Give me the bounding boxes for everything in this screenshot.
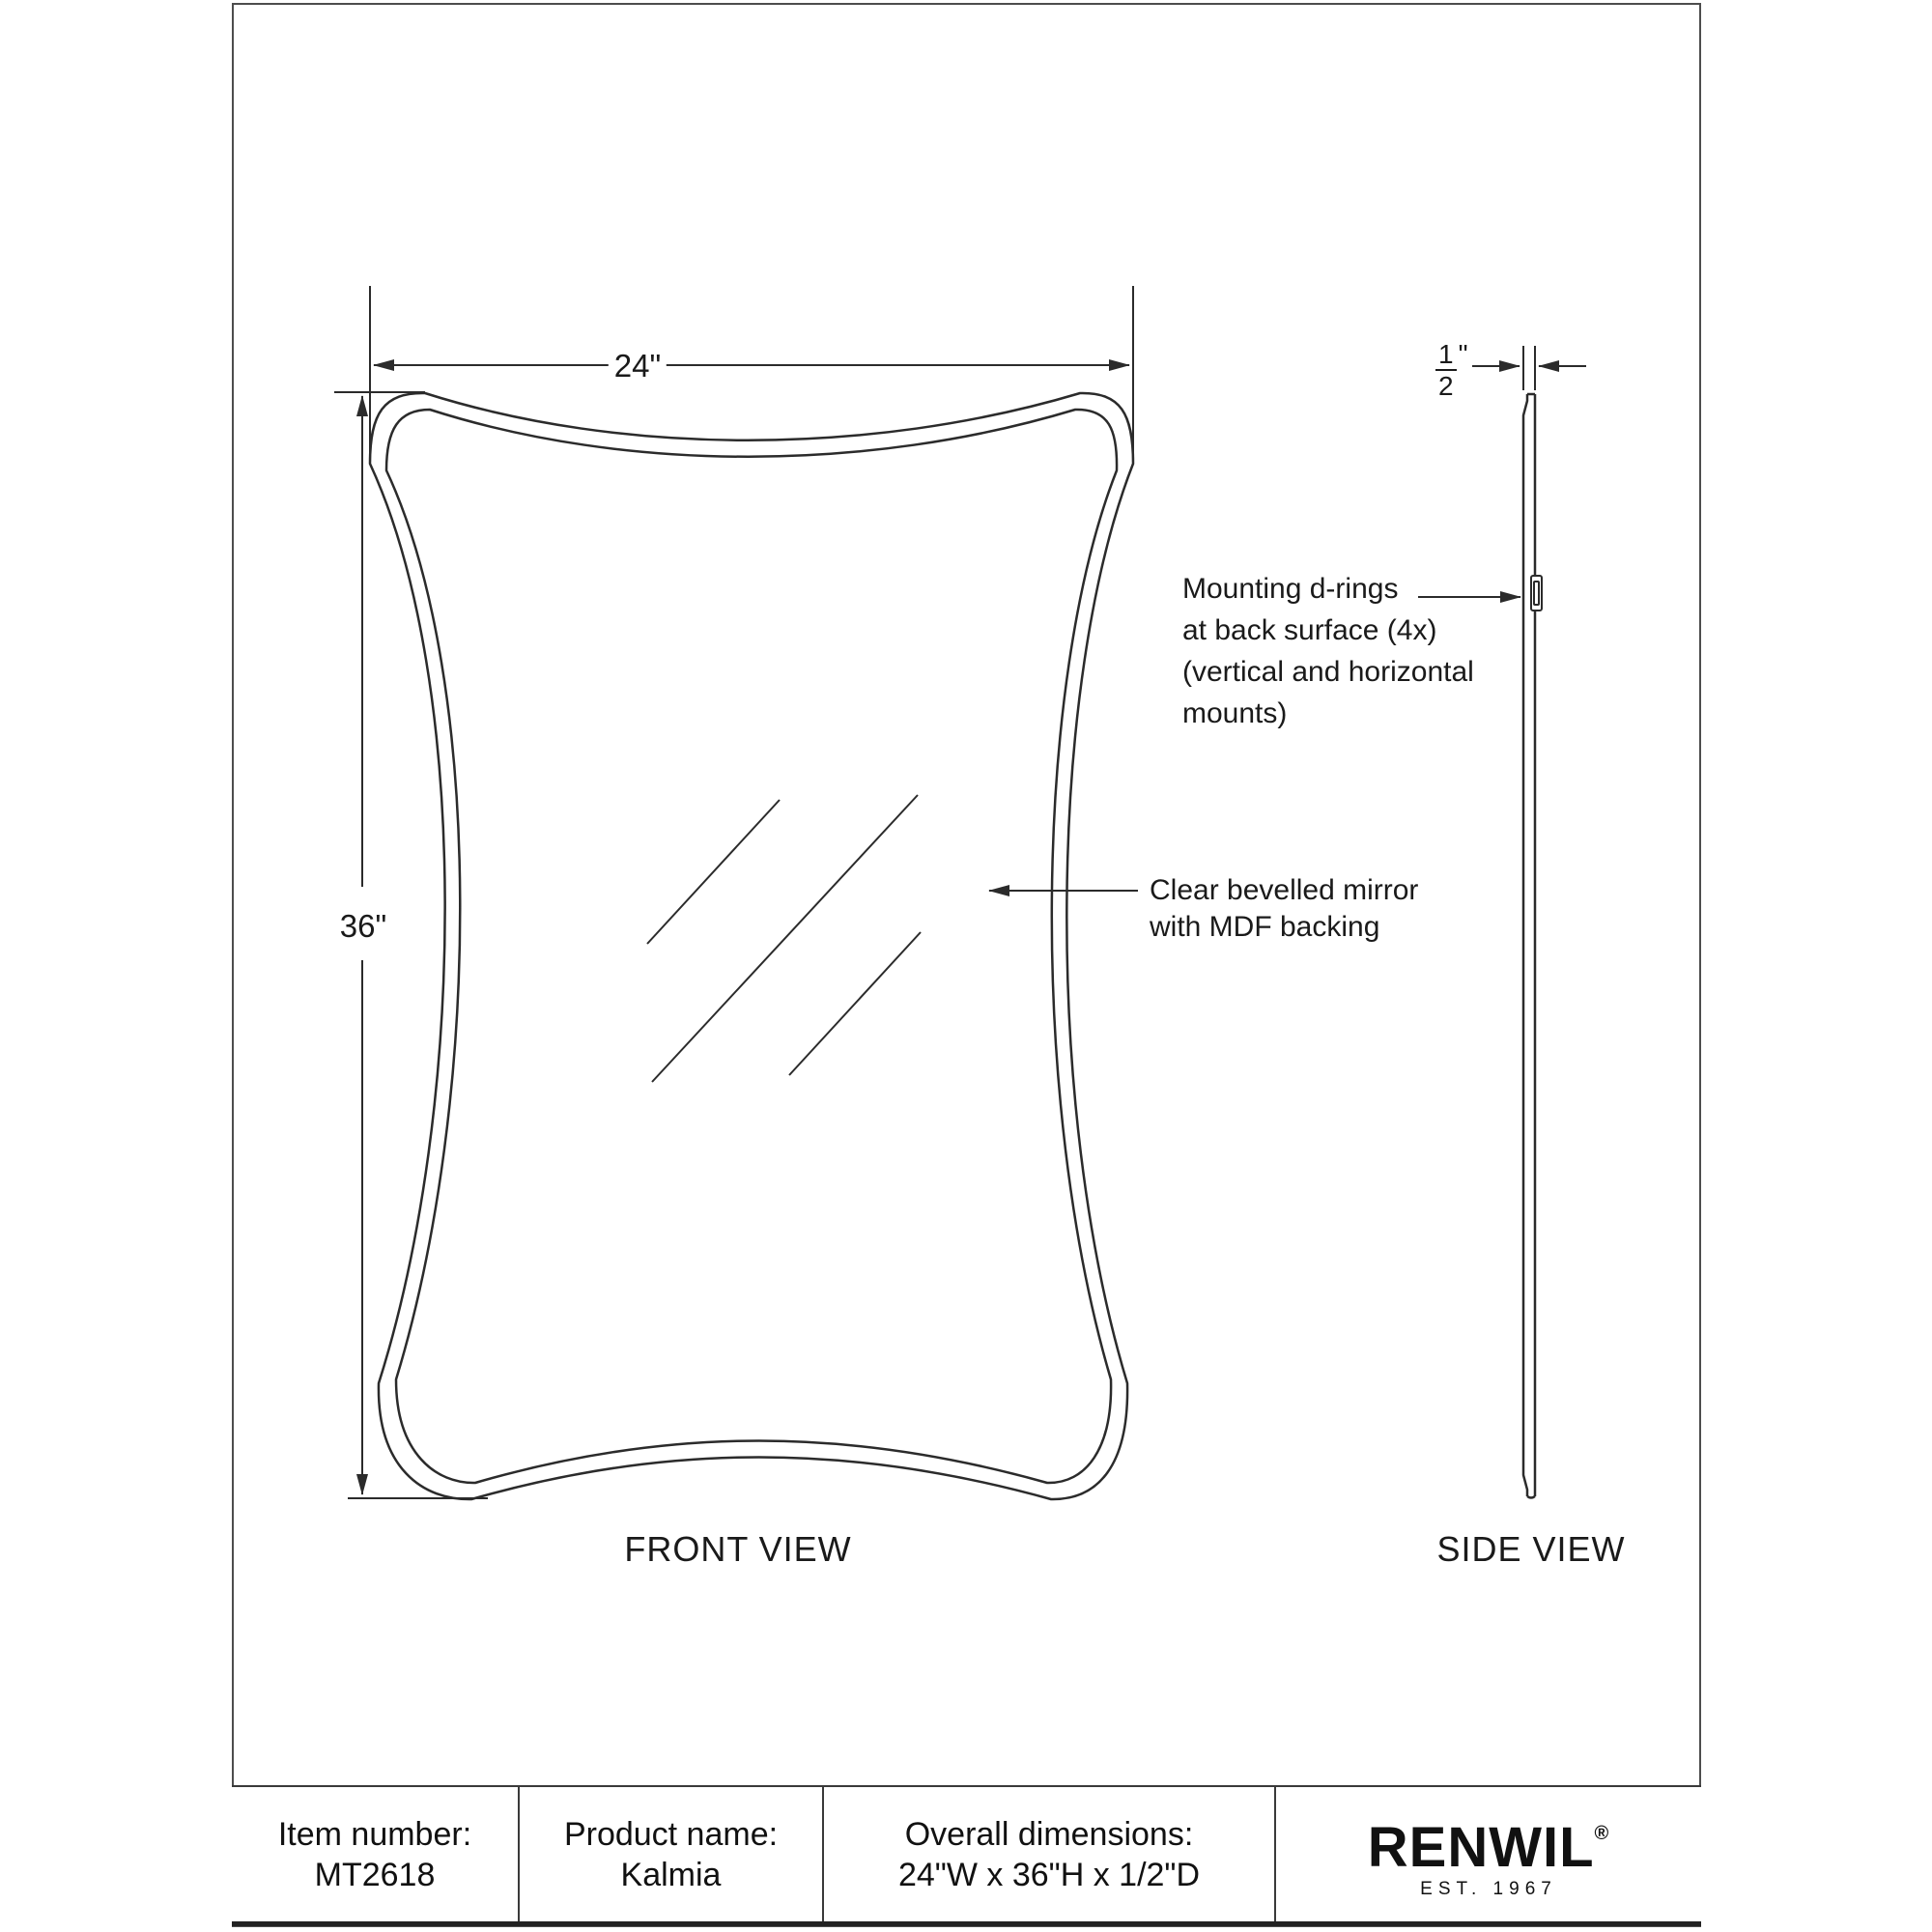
depth-fraction-numerator: 1 <box>1435 340 1457 371</box>
height-dimension-lines <box>334 392 488 1498</box>
item-number-label: Item number: <box>277 1815 472 1853</box>
footer-cell-item-number <box>232 1787 518 1921</box>
height-dimension-label: 36" <box>334 908 392 945</box>
mounting-annotation-line: at back surface (4x) <box>1182 614 1437 646</box>
front-view-label: FRONT VIEW <box>624 1529 852 1569</box>
overall-dimensions-value: 24"W x 36"H x 1/2"D <box>897 1856 1201 1893</box>
mirror-front-outline <box>370 393 1133 1499</box>
depth-dimension-lines <box>1472 346 1586 390</box>
depth-inch-mark: " <box>1458 339 1468 369</box>
product-name-label: Product name: <box>563 1815 779 1853</box>
depth-dimension-label <box>1435 340 1468 400</box>
item-number-value: MT2618 <box>314 1856 436 1893</box>
mirror-annotation-line: with MDF backing <box>1150 911 1380 943</box>
mounting-annotation-line: (vertical and horizontal <box>1182 656 1474 688</box>
mirror-shine-lines <box>647 795 921 1082</box>
width-dimension-lines <box>370 286 1133 460</box>
brand-established: EST. 1967 <box>1420 1879 1557 1899</box>
footer-cell-product-name <box>518 1787 822 1921</box>
mounting-annotation <box>1182 568 1474 734</box>
mirror-outer-frame <box>370 393 1133 1499</box>
d-ring <box>1531 576 1542 611</box>
overall-dimensions-label: Overall dimensions: <box>904 1815 1194 1853</box>
mirror-annotation <box>1150 872 1418 946</box>
width-dimension-label: 24" <box>609 348 667 384</box>
mirror-inner-frame <box>386 410 1117 1483</box>
footer-table <box>232 1785 1701 1926</box>
footer-cell-brand <box>1274 1787 1701 1921</box>
side-profile <box>1523 394 1535 1498</box>
product-name-value: Kalmia <box>620 1856 722 1893</box>
brand-logo <box>1367 1808 1610 1879</box>
mirror-annotation-line: Clear bevelled mirror <box>1150 874 1419 906</box>
brand-logo-text: RENWIL <box>1367 1816 1595 1879</box>
footer-cell-overall-dimensions <box>822 1787 1274 1921</box>
registered-trademark-icon: ® <box>1594 1823 1610 1844</box>
mounting-annotation-line: mounts) <box>1182 697 1288 729</box>
depth-fraction-denominator: 2 <box>1438 371 1454 401</box>
side-view-label: SIDE VIEW <box>1436 1529 1626 1569</box>
mounting-annotation-line: Mounting d-rings <box>1182 573 1399 605</box>
